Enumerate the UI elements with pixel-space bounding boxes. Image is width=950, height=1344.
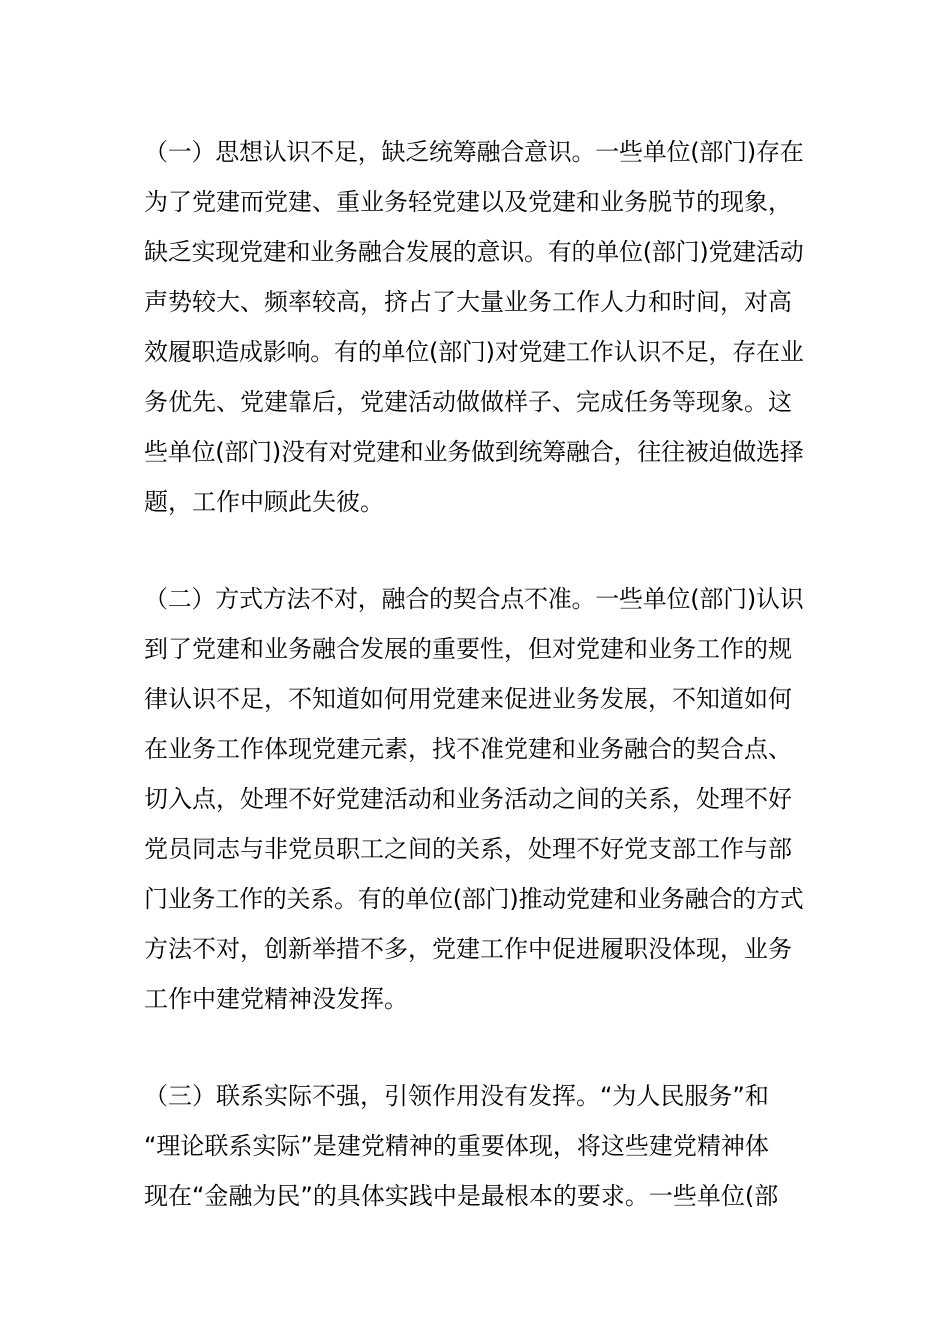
paragraph-line: 声势较大、频率较高，挤占了大量业务工作人力和时间，对高 [144,288,792,316]
paragraph-line: （三）联系实际不强，引领作用没有发挥。“为人民服务”和 [144,1082,769,1110]
paragraph-line: 在业务工作体现党建元素，找不准党建和业务融合的契合点、 [144,735,792,763]
paragraph-line: （一）思想认识不足，缺乏统筹融合意识。一些单位(部门)存在 [144,138,804,166]
paragraph-line: 缺乏实现党建和业务融合发展的意识。有的单位(部门)党建活动 [144,238,804,266]
paragraph-line: 党员同志与非党员职工之间的关系，处理不好党支部工作与部 [144,835,792,863]
paragraph-line: 现在“金融为民”的具体实践中是最根本的要求。一些单位(部 [144,1182,779,1210]
paragraph-line: （二）方式方法不对，融合的契合点不准。一些单位(部门)认识 [144,585,804,613]
paragraph-line: 效履职造成影响。有的单位(部门)对党建工作认识不足，存在业 [144,338,804,366]
paragraph-line: 工作中建党精神没发挥。 [144,985,408,1013]
paragraph-line: 为了党建而党建、重业务轻党建以及党建和业务脱节的现象， [144,188,792,216]
paragraph-line: “理论联系实际”是建党精神的重要体现，将这些建党精神体 [144,1132,769,1160]
paragraph-1 [144,127,810,527]
paragraph-2 [144,574,810,1024]
paragraph-line: 切入点，处理不好党建活动和业务活动之间的关系，处理不好 [144,785,792,813]
paragraph-line: 方法不对，创新举措不多，党建工作中促进履职没体现，业务 [144,935,792,963]
paragraph-line: 律认识不足，不知道如何用党建来促进业务发展，不知道如何 [144,685,792,713]
paragraph-3 [144,1071,810,1221]
paragraph-line: 门业务工作的关系。有的单位(部门)推动党建和业务融合的方式 [144,885,804,913]
paragraph-line: 题，工作中顾此失彼。 [144,488,384,516]
paragraph-line: 些单位(部门)没有对党建和业务做到统筹融合，往往被迫做选择 [144,438,804,466]
paragraph-line: 务优先、党建靠后，党建活动做做样子、完成任务等现象。这 [144,388,792,416]
paragraph-line: 到了党建和业务融合发展的重要性，但对党建和业务工作的规 [144,635,792,663]
